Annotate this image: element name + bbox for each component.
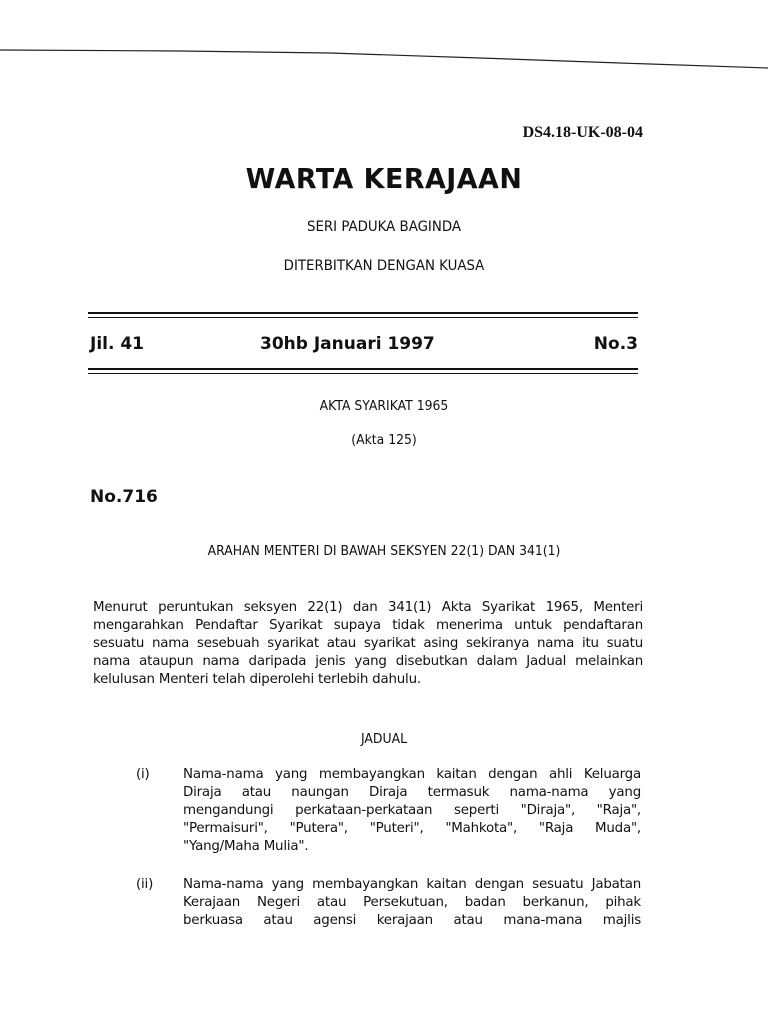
item-line: Nama-nama yang membayangkan kaitan dengan sesuatu Jabatan bbox=[183, 877, 641, 892]
masthead-top-rule bbox=[88, 312, 638, 314]
scan-artifact-line bbox=[0, 46, 768, 76]
masthead-top-rule-thin bbox=[88, 317, 638, 318]
volume-number: Jil. 41 bbox=[90, 334, 145, 354]
item-line: Kerajaan Negeri atau Persekutuan, badan berkanun, pihak bbox=[183, 895, 641, 910]
schedule-heading: JADUAL bbox=[360, 731, 407, 747]
item-body bbox=[183, 766, 641, 856]
issue-date: 30hb Januari 1997 bbox=[260, 334, 435, 354]
paragraph-line: kelulusan Menteri telah diperolehi terlebih dahulu. bbox=[93, 672, 421, 687]
directive-paragraph bbox=[93, 599, 643, 689]
item-numeral: (i) bbox=[136, 767, 150, 782]
paragraph-line: nama ataupun nama daripada jenis yang disebutkan dalam Jadual melainkan bbox=[93, 654, 643, 669]
notice-number: No.716 bbox=[90, 487, 158, 507]
act-number: (Akta 125) bbox=[351, 432, 417, 448]
gazette-subtitle-1: SERI PADUKA BAGINDA bbox=[306, 219, 462, 235]
gazette-subtitle-2: DITERBITKAN DENGAN KUASA bbox=[283, 258, 485, 274]
item-body bbox=[183, 876, 641, 930]
paragraph-line: Menurut peruntukan seksyen 22(1) dan 341(1) Akta Syarikat 1965, Menteri bbox=[93, 600, 643, 615]
item-line: mengandungi perkataan-perkataan seperti "Diraja", "Raja", bbox=[183, 803, 641, 818]
item-numeral: (ii) bbox=[136, 877, 154, 892]
item-line: Nama-nama yang membayangkan kaitan dengan ahli Keluarga bbox=[183, 767, 641, 782]
masthead-bottom-rule bbox=[88, 368, 638, 370]
issue-number: No.3 bbox=[593, 334, 638, 354]
act-name: AKTA SYARIKAT 1965 bbox=[319, 398, 449, 414]
masthead-bottom-rule-thin bbox=[88, 373, 638, 374]
directive-heading: ARAHAN MENTERI DI BAWAH SEKSYEN 22(1) DAN 341(1) bbox=[207, 543, 561, 559]
item-line: berkuasa atau agensi kerajaan atau mana-mana majlis bbox=[183, 913, 641, 928]
item-line: "Yang/Maha Mulia". bbox=[183, 839, 309, 854]
item-line: "Permaisuri", "Putera", "Puteri", "Mahkota", "Raja Muda", bbox=[183, 821, 641, 836]
paragraph-line: sesuatu nama sesebuah syarikat atau syarikat asing sekiranya nama itu suatu bbox=[93, 636, 643, 651]
gazette-title: WARTA KERAJAAN bbox=[245, 162, 523, 195]
item-line: Diraja atau naungan Diraja termasuk nama-nama yang bbox=[183, 785, 641, 800]
document-reference: DS4.18-UK-08-04 bbox=[522, 124, 643, 141]
paragraph-line: mengarahkan Pendaftar Syarikat supaya tidak menerima untuk pendaftaran bbox=[93, 618, 643, 633]
